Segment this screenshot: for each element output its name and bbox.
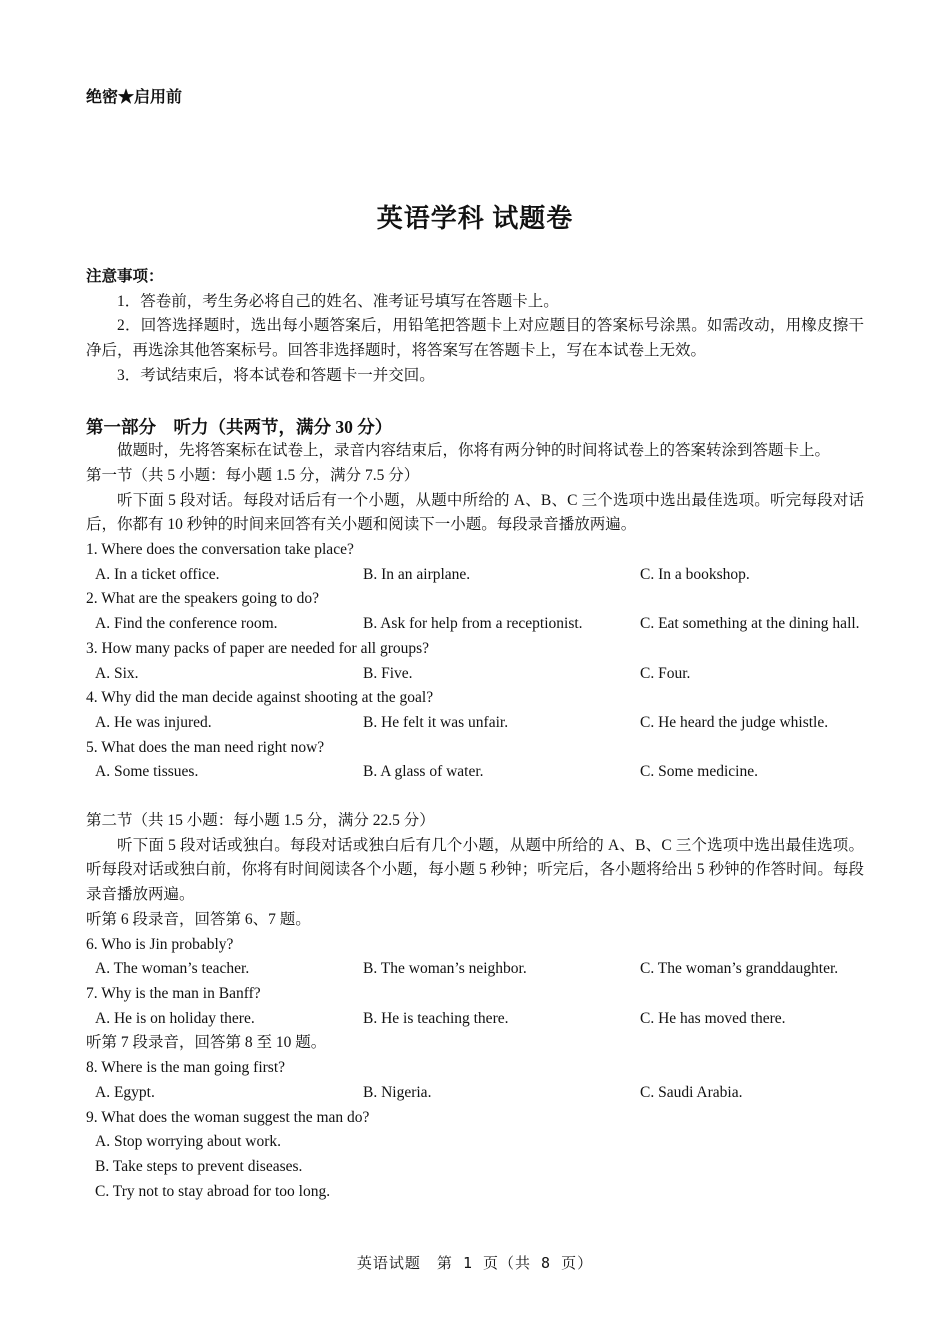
option-c: C. In a bookshop. (640, 565, 750, 583)
section2-intro: 听下面 5 段对话或独白。每段对话或独白后有几个小题，从题中所给的 A、B、C 三个选项中选出最佳选项。听每段对话或独白前，你将有时间阅读各个小题，每小题 5 秒钟；听完后，各小题将给出 5 秒钟的作答时间。每段录音播放两遍。 (86, 836, 864, 904)
section1-heading: 第一节（共 5 小题：每小题 1.5 分，满分 7.5 分） (86, 466, 420, 484)
option-a: A. Find the conference room. (95, 615, 278, 633)
option-a: A. In a ticket office. (95, 565, 220, 583)
notice-item: 1．答卷前，考生务必将自己的姓名、准考证号填写在答题卡上。 (117, 292, 559, 310)
question-text: 4. Why did the man decide against shooting at the goal? (86, 689, 434, 707)
option-a: A. He is on holiday there. (95, 1009, 255, 1027)
option-b: B. In an airplane. (363, 565, 471, 583)
options-row (86, 563, 864, 588)
option-b: B. Take steps to prevent diseases. (95, 1157, 303, 1175)
question-text: 8. Where is the man going first? (86, 1059, 286, 1077)
question-text: 3. How many packs of paper are needed for all groups? (86, 639, 430, 657)
option-b: B. Five. (363, 664, 413, 682)
option-b: B. Nigeria. (363, 1083, 432, 1101)
confidential-label: 绝密★启用前 (86, 89, 183, 106)
option-c: C. Saudi Arabia. (640, 1083, 743, 1101)
notice-item: 2．回答选择题时，选出每小题答案后，用铅笔把答题卡上对应题目的答案标号涂黑。如需改动，用橡皮擦干净后，再选涂其他答案标号。回答非选择题时，将答案写在答题卡上，写在本试卷上无效。 (86, 317, 864, 360)
part1-heading: 第一部分 听力（共两节，满分 30 分） (86, 416, 393, 437)
section1-intro: 听下面 5 段对话。每段对话后有一个小题，从题中所给的 A、B、C 三个选项中选出最佳选项。听完每段对话后，你都有 10 秒钟的时间来回答有关小题和阅读下一小题。每段录音播放两遍。 (86, 491, 864, 534)
options-row (86, 1081, 864, 1106)
option-b: B. A glass of water. (363, 763, 484, 781)
option-c: C. Eat something at the dining hall. (640, 615, 860, 633)
question-text: 7. Why is the man in Banff? (86, 984, 261, 1002)
option-c: C. Some medicine. (640, 763, 758, 781)
options-row (86, 1007, 864, 1032)
question-text: 1. Where does the conversation take place? (86, 541, 354, 559)
notice-item: 3．考试结束后，将本试卷和答题卡一并交回。 (117, 366, 435, 384)
page-title: 英语学科 试题卷 (376, 204, 574, 233)
segment-instruction: 听第 7 段录音，回答第 8 至 10 题。 (86, 1034, 327, 1052)
question-text: 5. What does the man need right now? (86, 738, 325, 756)
exam-content (86, 265, 864, 1204)
question-text: 9. What does the woman suggest the man do? (86, 1108, 370, 1126)
option-b: B. He felt it was unfair. (363, 713, 509, 731)
option-a: A. The woman’s teacher. (95, 960, 250, 978)
option-a: A. Stop worrying about work. (95, 1133, 281, 1151)
notice-heading: 注意事项： (86, 268, 164, 285)
option-c: C. Four. (640, 664, 691, 682)
option-b: B. Ask for help from a receptionist. (363, 615, 583, 633)
question-text: 6. Who is Jin probably? (86, 935, 234, 953)
part1-intro: 做题时，先将答案标在试卷上，录音内容结束后，你将有两分钟的时间将试卷上的答案转涂到答题卡上。 (117, 442, 831, 460)
option-c: C. The woman’s granddaughter. (640, 960, 839, 978)
options-row (86, 711, 864, 736)
option-c: C. Try not to stay abroad for too long. (95, 1182, 331, 1200)
option-a: A. Some tissues. (95, 763, 199, 781)
section2-heading: 第二节（共 15 小题：每小题 1.5 分，满分 22.5 分） (86, 812, 435, 830)
options-row (86, 612, 864, 637)
segment-instruction: 听第 6 段录音，回答第 6、7 题。 (86, 910, 311, 928)
option-a: A. Egypt. (95, 1083, 155, 1101)
option-a: A. Six. (95, 664, 139, 682)
option-c: C. He has moved there. (640, 1009, 786, 1027)
question-text: 2. What are the speakers going to do? (86, 590, 319, 608)
page-footer: 英语试题 第 1 页（共 8 页） (356, 1254, 594, 1272)
option-a: A. He was injured. (95, 713, 212, 731)
option-b: B. The woman’s neighbor. (363, 960, 527, 978)
option-c: C. He heard the judge whistle. (640, 713, 829, 731)
options-row (86, 760, 864, 785)
options-row (86, 662, 864, 687)
option-b: B. He is teaching there. (363, 1009, 509, 1027)
options-row (86, 957, 864, 982)
